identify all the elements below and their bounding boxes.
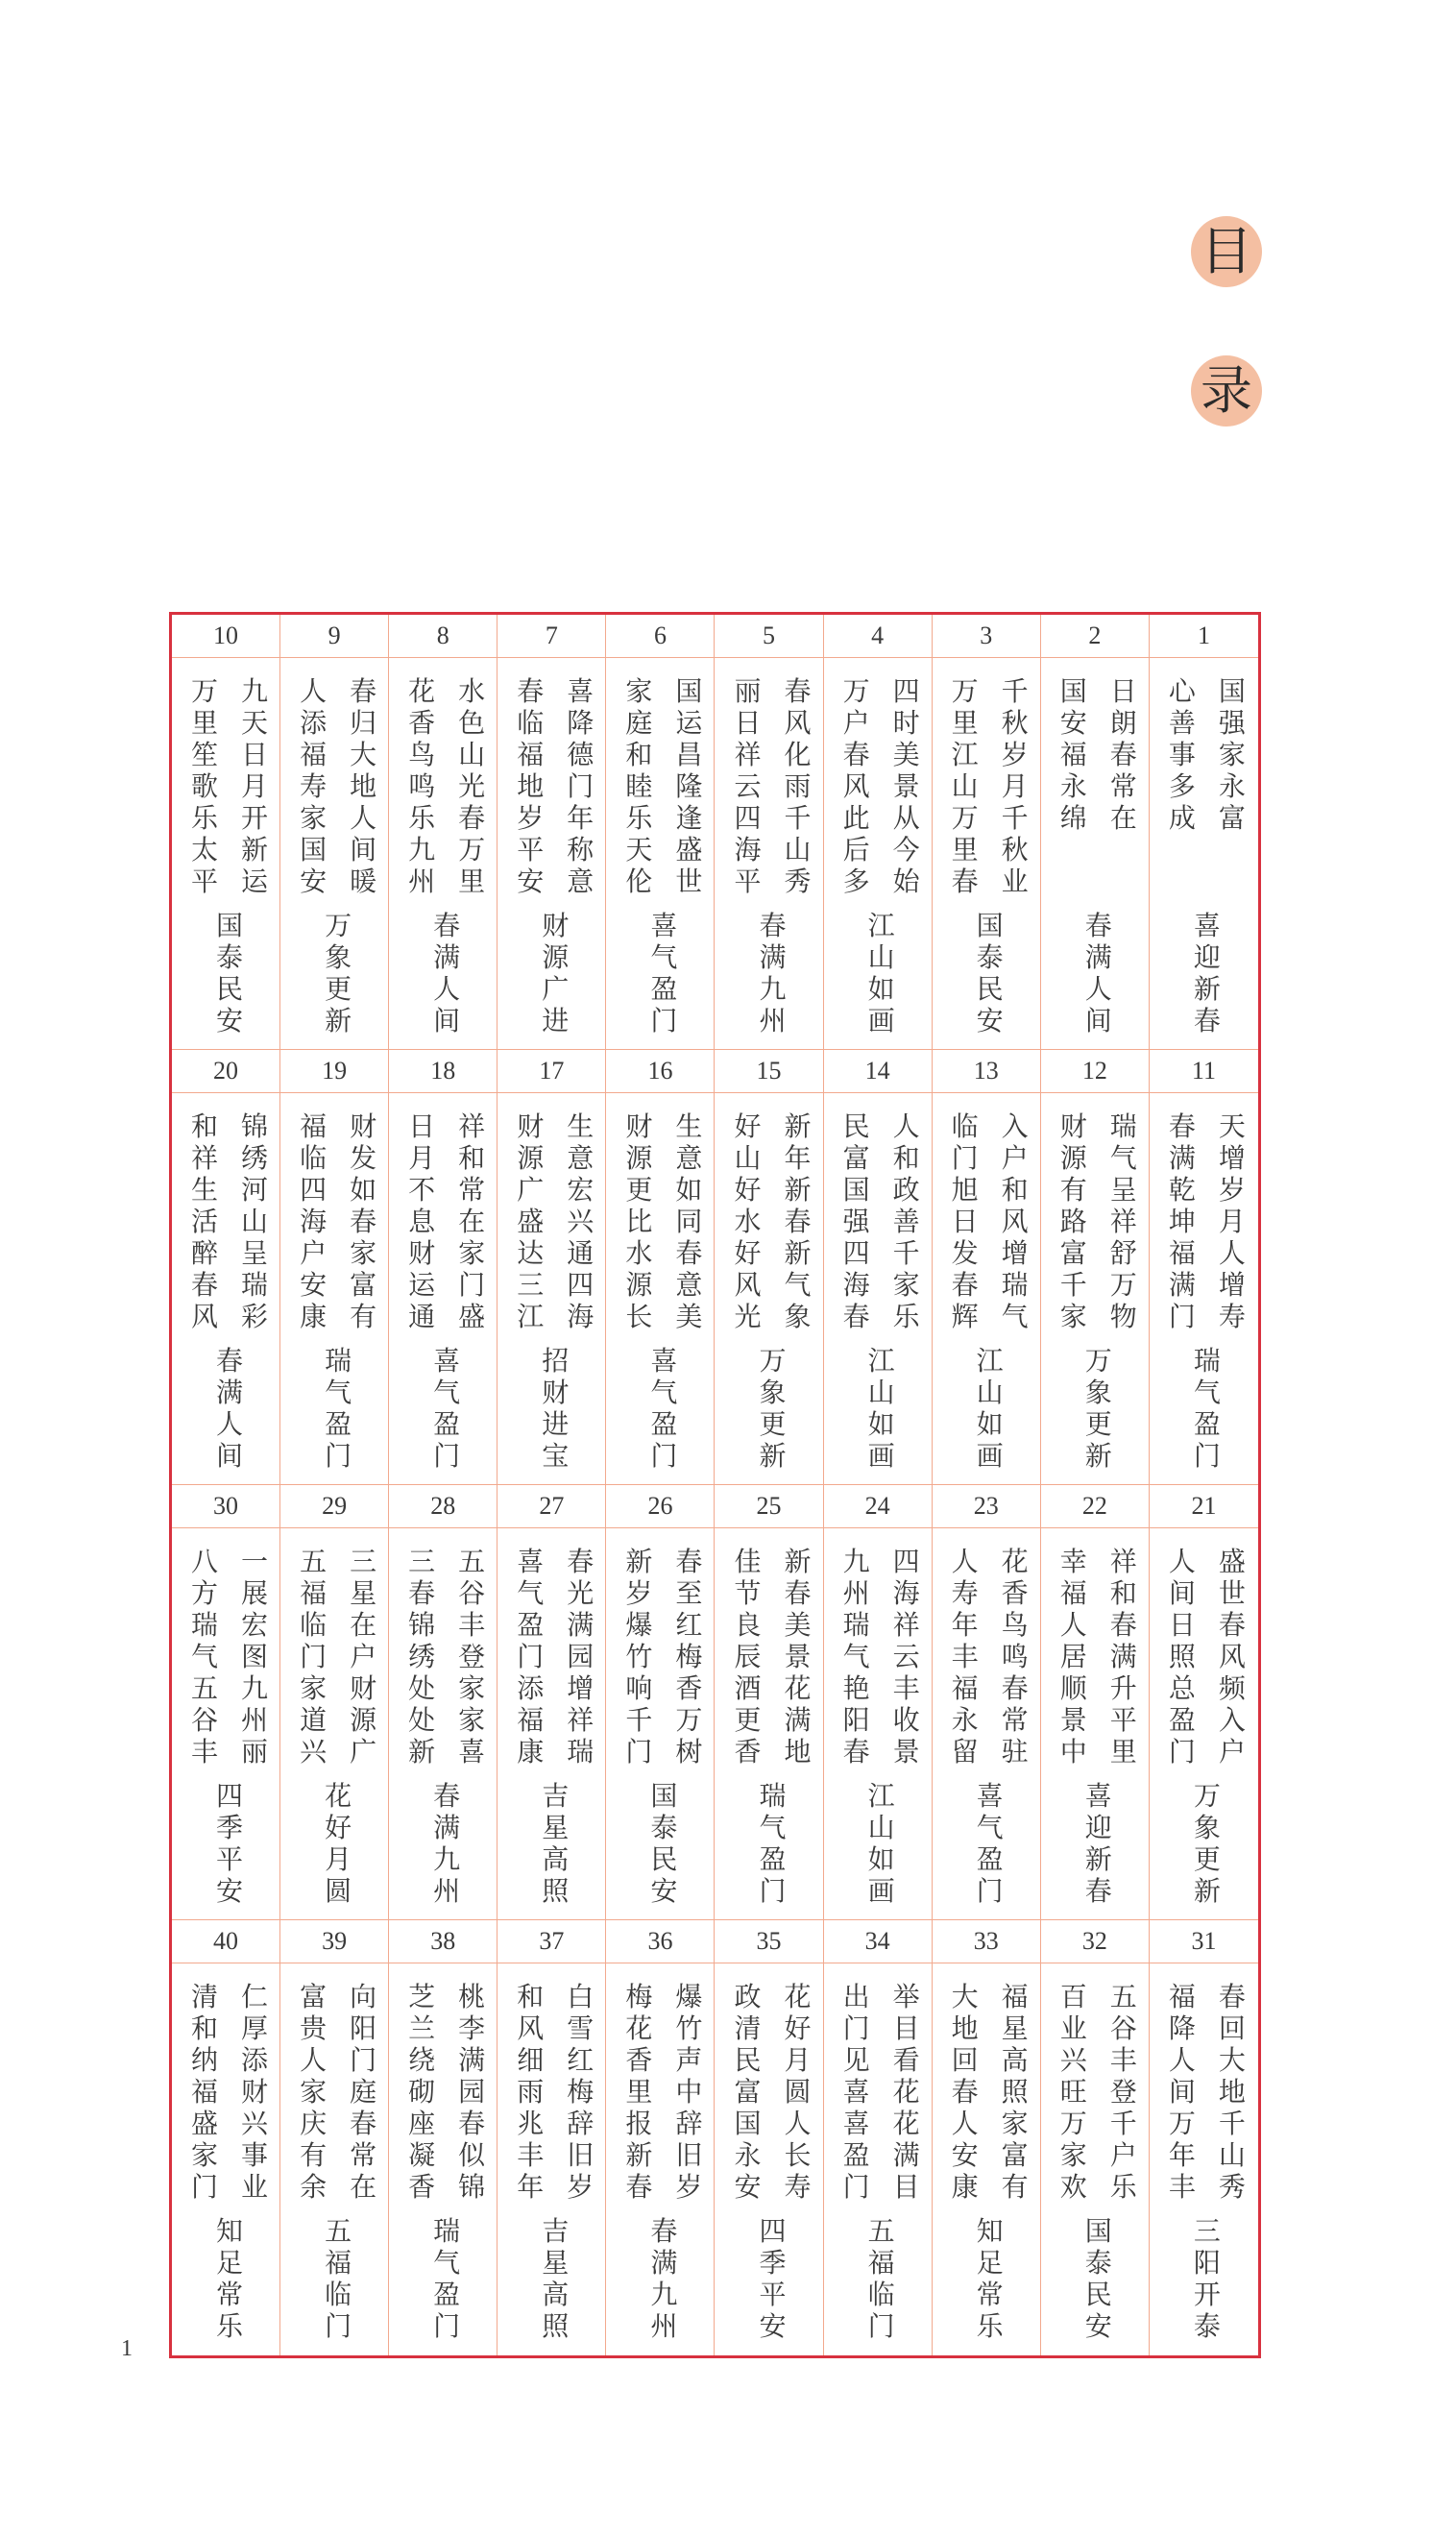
toc-entry[interactable] <box>280 1485 389 1920</box>
entry-number: 4 <box>824 615 932 658</box>
toc-entry[interactable] <box>933 1485 1041 1920</box>
entry-number: 14 <box>824 1050 932 1093</box>
couplet-lower-line: 人寿年丰福永留 <box>951 1546 979 1768</box>
toc-entry[interactable] <box>1150 615 1258 1050</box>
couplet-lower-line: 出门见喜喜盈门 <box>842 1981 870 2203</box>
horizontal-scroll-text: 吉星高照 <box>542 1780 570 1907</box>
horizontal-scroll-text: 知足常乐 <box>976 2215 1004 2342</box>
toc-entry[interactable] <box>1041 1920 1150 2355</box>
entry-body <box>172 1528 279 1919</box>
horizontal-scroll-text: 三阳开泰 <box>1193 2215 1221 2342</box>
couplet-lower-line: 财源广盛达三江 <box>517 1110 545 1332</box>
entry-body <box>1150 658 1258 1049</box>
entry-body <box>933 1963 1040 2355</box>
entry-body <box>389 658 497 1049</box>
entry-body <box>933 658 1040 1049</box>
entry-body <box>715 1528 822 1919</box>
horizontal-scroll-text: 江山如画 <box>867 910 895 1036</box>
entry-body <box>1150 1093 1258 1484</box>
toc-entry[interactable] <box>389 1050 497 1485</box>
entry-number: 26 <box>606 1485 714 1528</box>
toc-entry[interactable] <box>497 615 606 1050</box>
couplet-upper-line: 水色山光春万里 <box>458 675 486 897</box>
couplet-lower-line: 和风细雨兆丰年 <box>517 1981 545 2203</box>
horizontal-scroll-text: 五福临门 <box>325 2215 352 2342</box>
toc-title-char-2: 录 <box>1191 355 1262 427</box>
horizontal-scroll-text: 瑞气盈门 <box>759 1780 787 1907</box>
horizontal-scroll-text: 江山如画 <box>867 1345 895 1472</box>
toc-entry[interactable] <box>933 1050 1041 1485</box>
couplet-lower-line: 幸福人居顺景中 <box>1059 1546 1087 1768</box>
couplet-lower-line: 临门旭日发春辉 <box>951 1110 979 1332</box>
couplet-upper-line: 春归大地人间暖 <box>350 675 377 897</box>
toc-entry[interactable] <box>389 1485 497 1920</box>
couplet-upper-line: 春至红梅香万树 <box>675 1546 703 1768</box>
entry-number: 12 <box>1041 1050 1149 1093</box>
couplet-upper-line: 千秋岁月千秋业 <box>1001 675 1029 897</box>
toc-entry[interactable] <box>606 1920 715 2355</box>
toc-entry[interactable] <box>1041 615 1150 1050</box>
entry-body <box>824 658 932 1049</box>
couplet-lower-line: 财源有路富千家 <box>1059 1110 1087 1332</box>
couplet-upper-line: 国强家永富 <box>1218 675 1246 834</box>
couplet-lower-line: 万里江山万里春 <box>951 675 979 897</box>
couplet-lower-line: 丽日祥云四海平 <box>734 675 762 897</box>
entry-number: 20 <box>172 1050 279 1093</box>
toc-entry[interactable] <box>280 1050 389 1485</box>
entry-body <box>172 1963 279 2355</box>
entry-body <box>389 1528 497 1919</box>
horizontal-scroll-text: 春满人间 <box>215 1345 243 1472</box>
couplet-upper-line: 瑞气呈祥舒万物 <box>1109 1110 1137 1332</box>
couplet-upper-line: 四海祥云丰收景 <box>892 1546 920 1768</box>
entry-number: 18 <box>389 1050 497 1093</box>
entry-body <box>280 1093 388 1484</box>
toc-entry[interactable] <box>715 1920 823 2355</box>
couplet-upper-line: 三星在户财源广 <box>350 1546 377 1768</box>
entry-body <box>1041 1093 1149 1484</box>
entry-number: 36 <box>606 1920 714 1963</box>
horizontal-scroll-text: 瑞气盈门 <box>433 2215 461 2342</box>
entry-number: 33 <box>933 1920 1040 1963</box>
couplet-upper-line: 财发如春家富有 <box>350 1110 377 1332</box>
entry-body <box>824 1093 932 1484</box>
horizontal-scroll-text: 国泰民安 <box>215 910 243 1036</box>
horizontal-scroll-text: 国泰民安 <box>650 1780 678 1907</box>
couplet-lower-line: 好山好水好风光 <box>734 1110 762 1332</box>
couplet-lower-line: 人间日照总盈门 <box>1168 1546 1196 1768</box>
couplet-lower-line: 花香鸟鸣乐九州 <box>408 675 436 897</box>
couplet-lower-line: 新岁爆竹响千门 <box>625 1546 653 1768</box>
couplet-upper-line: 仁厚添财兴事业 <box>240 1981 268 2203</box>
entry-body <box>172 1093 279 1484</box>
couplet-upper-line: 新年新春新气象 <box>784 1110 812 1332</box>
entry-number: 17 <box>497 1050 605 1093</box>
horizontal-scroll-text: 喜气盈门 <box>433 1345 461 1472</box>
entry-number: 8 <box>389 615 497 658</box>
entry-body <box>1041 1963 1149 2355</box>
horizontal-scroll-text: 春满九州 <box>433 1780 461 1907</box>
entry-number: 11 <box>1150 1050 1258 1093</box>
entry-number: 9 <box>280 615 388 658</box>
toc-entry[interactable] <box>1150 1485 1258 1920</box>
entry-number: 15 <box>715 1050 822 1093</box>
couplet-upper-line: 爆竹声中辞旧岁 <box>675 1981 703 2203</box>
entry-number: 40 <box>172 1920 279 1963</box>
horizontal-scroll-text: 四季平安 <box>759 2215 787 2342</box>
couplet-upper-line: 春回大地千山秀 <box>1218 1981 1246 2203</box>
couplet-lower-line: 清和纳福盛家门 <box>190 1981 218 2203</box>
entry-body <box>1041 1528 1149 1919</box>
toc-entry[interactable] <box>824 1050 933 1485</box>
horizontal-scroll-text: 国泰民安 <box>976 910 1004 1036</box>
couplet-upper-line: 祥和常在家门盛 <box>458 1110 486 1332</box>
entry-number: 22 <box>1041 1485 1149 1528</box>
toc-entry[interactable] <box>1150 1050 1258 1485</box>
entry-body <box>824 1963 932 2355</box>
horizontal-scroll-text: 吉星高照 <box>542 2215 570 2342</box>
couplet-upper-line: 五谷丰登千户乐 <box>1109 1981 1137 2203</box>
entry-body <box>933 1093 1040 1484</box>
entry-number: 7 <box>497 615 605 658</box>
entry-body <box>715 1093 822 1484</box>
entry-number: 32 <box>1041 1920 1149 1963</box>
couplet-upper-line: 春光满园增祥瑞 <box>567 1546 595 1768</box>
horizontal-scroll-text: 万象更新 <box>1084 1345 1112 1472</box>
entry-number: 34 <box>824 1920 932 1963</box>
entry-body <box>824 1528 932 1919</box>
entry-body <box>606 1093 714 1484</box>
toc-entry[interactable] <box>389 615 497 1050</box>
toc-entry[interactable] <box>715 1050 823 1485</box>
toc-entry[interactable] <box>824 1485 933 1920</box>
horizontal-scroll-text: 喜气盈门 <box>650 910 678 1036</box>
entry-number: 2 <box>1041 615 1149 658</box>
couplet-lower-line: 大地回春人安康 <box>951 1981 979 2203</box>
entry-body <box>1150 1963 1258 2355</box>
entry-number: 39 <box>280 1920 388 1963</box>
couplet-upper-line: 四时美景从今始 <box>892 675 920 897</box>
entry-number: 29 <box>280 1485 388 1528</box>
couplet-lower-line: 梅花香里报新春 <box>625 1981 653 2203</box>
entry-number: 21 <box>1150 1485 1258 1528</box>
couplet-lower-line: 福临四海户安康 <box>300 1110 328 1332</box>
entry-number: 38 <box>389 1920 497 1963</box>
couplet-upper-line: 天增岁月人增寿 <box>1218 1110 1246 1332</box>
horizontal-scroll-text: 喜气盈门 <box>976 1780 1004 1907</box>
horizontal-scroll-text: 喜迎新春 <box>1084 1780 1112 1907</box>
entry-body <box>497 658 605 1049</box>
couplet-upper-line: 五谷丰登家家喜 <box>458 1546 486 1768</box>
toc-entry[interactable] <box>606 1050 715 1485</box>
entry-body <box>1041 658 1149 1049</box>
couplet-lower-line: 政清民富国永安 <box>734 1981 762 2203</box>
entry-number: 5 <box>715 615 822 658</box>
entry-body <box>933 1528 1040 1919</box>
entry-body <box>606 1963 714 2355</box>
page-number: 1 <box>121 2336 133 2361</box>
couplet-upper-line: 白雪红梅辞旧岁 <box>567 1981 595 2203</box>
horizontal-scroll-text: 万象更新 <box>1193 1780 1221 1907</box>
couplet-upper-line: 九天日月开新运 <box>240 675 268 897</box>
horizontal-scroll-text: 五福临门 <box>867 2215 895 2342</box>
entry-body <box>497 1093 605 1484</box>
entry-body <box>497 1528 605 1919</box>
couplet-upper-line: 祥和春满升平里 <box>1109 1546 1137 1768</box>
couplet-lower-line: 万户春风此后多 <box>842 675 870 897</box>
entry-body <box>1150 1528 1258 1919</box>
couplet-lower-line: 芝兰绕砌座凝香 <box>408 1981 436 2203</box>
entry-number: 3 <box>933 615 1040 658</box>
toc-entry[interactable] <box>933 1920 1041 2355</box>
toc-entry[interactable] <box>933 615 1041 1050</box>
couplet-lower-line: 九州瑞气艳阳春 <box>842 1546 870 1768</box>
horizontal-scroll-text: 江山如画 <box>976 1345 1004 1472</box>
couplet-upper-line: 春风化雨千山秀 <box>784 675 812 897</box>
couplet-lower-line: 八方瑞气五谷丰 <box>190 1546 218 1768</box>
couplet-upper-line: 入户和风增瑞气 <box>1001 1110 1029 1332</box>
horizontal-scroll-text: 瑞气盈门 <box>325 1345 352 1472</box>
toc-entry[interactable] <box>715 615 823 1050</box>
entry-number: 6 <box>606 615 714 658</box>
couplet-lower-line: 三春锦绣处处新 <box>408 1546 436 1768</box>
horizontal-scroll-text: 万象更新 <box>325 910 352 1036</box>
entry-body <box>389 1093 497 1484</box>
horizontal-scroll-text: 国泰民安 <box>1084 2215 1112 2342</box>
couplet-upper-line: 花香鸟鸣春常驻 <box>1001 1546 1029 1768</box>
horizontal-scroll-text: 万象更新 <box>759 1345 787 1472</box>
entry-body <box>280 1528 388 1919</box>
horizontal-scroll-text: 财源广进 <box>542 910 570 1036</box>
toc-entry[interactable] <box>172 1920 280 2355</box>
toc-entry[interactable] <box>172 1050 280 1485</box>
couplet-lower-line: 富贵人家庆有余 <box>300 1981 328 2203</box>
toc-entry[interactable] <box>389 1920 497 2355</box>
horizontal-scroll-text: 瑞气盈门 <box>1193 1345 1221 1472</box>
couplet-lower-line: 民富国强四海春 <box>842 1110 870 1332</box>
couplet-lower-line: 人添福寿家国安 <box>300 675 328 897</box>
couplet-lower-line: 和祥生活醉春风 <box>190 1110 218 1332</box>
entry-body <box>280 658 388 1049</box>
couplet-lower-line: 百业兴旺万家欢 <box>1059 1981 1087 2203</box>
toc-entry[interactable] <box>606 615 715 1050</box>
entry-number: 24 <box>824 1485 932 1528</box>
toc-entry[interactable] <box>497 1920 606 2355</box>
entry-number: 35 <box>715 1920 822 1963</box>
toc-entry[interactable] <box>497 1050 606 1485</box>
toc-table <box>169 612 1261 2358</box>
entry-number: 30 <box>172 1485 279 1528</box>
entry-number: 13 <box>933 1050 1040 1093</box>
couplet-upper-line: 喜降德门年称意 <box>567 675 595 897</box>
entry-body <box>715 1963 822 2355</box>
toc-entry[interactable] <box>1041 1485 1150 1920</box>
couplet-lower-line: 喜气盈门添福康 <box>517 1546 545 1768</box>
couplet-lower-line: 国安福永绵 <box>1059 675 1087 834</box>
couplet-upper-line: 向阳门庭春常在 <box>350 1981 377 2203</box>
horizontal-scroll-text: 春满九州 <box>650 2215 678 2342</box>
entry-body <box>389 1963 497 2355</box>
horizontal-scroll-text: 春满九州 <box>759 910 787 1036</box>
entry-body <box>715 658 822 1049</box>
couplet-upper-line: 生意如同春意美 <box>675 1110 703 1332</box>
couplet-lower-line: 佳节良辰酒更香 <box>734 1546 762 1768</box>
entry-body <box>606 658 714 1049</box>
couplet-lower-line: 家庭和睦乐天伦 <box>625 675 653 897</box>
couplet-upper-line: 锦绣河山呈瑞彩 <box>240 1110 268 1332</box>
toc-title-char-1: 目 <box>1191 216 1262 287</box>
horizontal-scroll-text: 喜气盈门 <box>650 1345 678 1472</box>
couplet-lower-line: 五福临门家道兴 <box>300 1546 328 1768</box>
horizontal-scroll-text: 春满人间 <box>433 910 461 1036</box>
horizontal-scroll-text: 春满人间 <box>1084 910 1112 1036</box>
entry-number: 10 <box>172 615 279 658</box>
couplet-upper-line: 生意宏兴通四海 <box>567 1110 595 1332</box>
couplet-upper-line: 一展宏图九州丽 <box>240 1546 268 1768</box>
couplet-upper-line: 花好月圆人长寿 <box>784 1981 812 2203</box>
couplet-upper-line: 人和政善千家乐 <box>892 1110 920 1332</box>
entry-number: 19 <box>280 1050 388 1093</box>
horizontal-scroll-text: 招财进宝 <box>542 1345 570 1472</box>
horizontal-scroll-text: 江山如画 <box>867 1780 895 1907</box>
toc-entry[interactable] <box>1150 1920 1258 2355</box>
toc-entry[interactable] <box>172 1485 280 1920</box>
couplet-lower-line: 福降人间万年丰 <box>1168 1981 1196 2203</box>
toc-entry[interactable] <box>824 1920 933 2355</box>
toc-entry[interactable] <box>497 1485 606 1920</box>
entry-body <box>280 1963 388 2355</box>
entry-number: 28 <box>389 1485 497 1528</box>
horizontal-scroll-text: 喜迎新春 <box>1193 910 1221 1036</box>
couplet-lower-line: 春满乾坤福满门 <box>1168 1110 1196 1332</box>
toc-entry[interactable] <box>172 615 280 1050</box>
entry-number: 27 <box>497 1485 605 1528</box>
entry-number: 31 <box>1150 1920 1258 1963</box>
couplet-upper-line: 桃李满园春似锦 <box>458 1981 486 2203</box>
couplet-lower-line: 心善事多成 <box>1168 675 1196 834</box>
couplet-lower-line: 财源更比水源长 <box>625 1110 653 1332</box>
horizontal-scroll-text: 花好月圆 <box>325 1780 352 1907</box>
entry-number: 23 <box>933 1485 1040 1528</box>
entry-body <box>172 658 279 1049</box>
toc-entry[interactable] <box>280 1920 389 2355</box>
entry-number: 1 <box>1150 615 1258 658</box>
entry-body <box>497 1963 605 2355</box>
couplet-lower-line: 万里笙歌乐太平 <box>190 675 218 897</box>
entry-number: 37 <box>497 1920 605 1963</box>
toc-entry[interactable] <box>1041 1050 1150 1485</box>
toc-entry[interactable] <box>715 1485 823 1920</box>
couplet-upper-line: 日朗春常在 <box>1109 675 1137 834</box>
couplet-upper-line: 盛世春风频入户 <box>1218 1546 1246 1768</box>
couplet-lower-line: 日月不息财运通 <box>408 1110 436 1332</box>
couplet-upper-line: 国运昌隆逢盛世 <box>675 675 703 897</box>
couplet-upper-line: 福星高照家富有 <box>1001 1981 1029 2203</box>
horizontal-scroll-text: 知足常乐 <box>215 2215 243 2342</box>
couplet-lower-line: 春临福地岁平安 <box>517 675 545 897</box>
entry-body <box>606 1528 714 1919</box>
toc-entry[interactable] <box>606 1485 715 1920</box>
horizontal-scroll-text: 四季平安 <box>215 1780 243 1907</box>
toc-entry[interactable] <box>280 615 389 1050</box>
entry-number: 16 <box>606 1050 714 1093</box>
couplet-upper-line: 举目看花花满目 <box>892 1981 920 2203</box>
entry-number: 25 <box>715 1485 822 1528</box>
toc-entry[interactable] <box>824 615 933 1050</box>
couplet-upper-line: 新春美景花满地 <box>784 1546 812 1768</box>
